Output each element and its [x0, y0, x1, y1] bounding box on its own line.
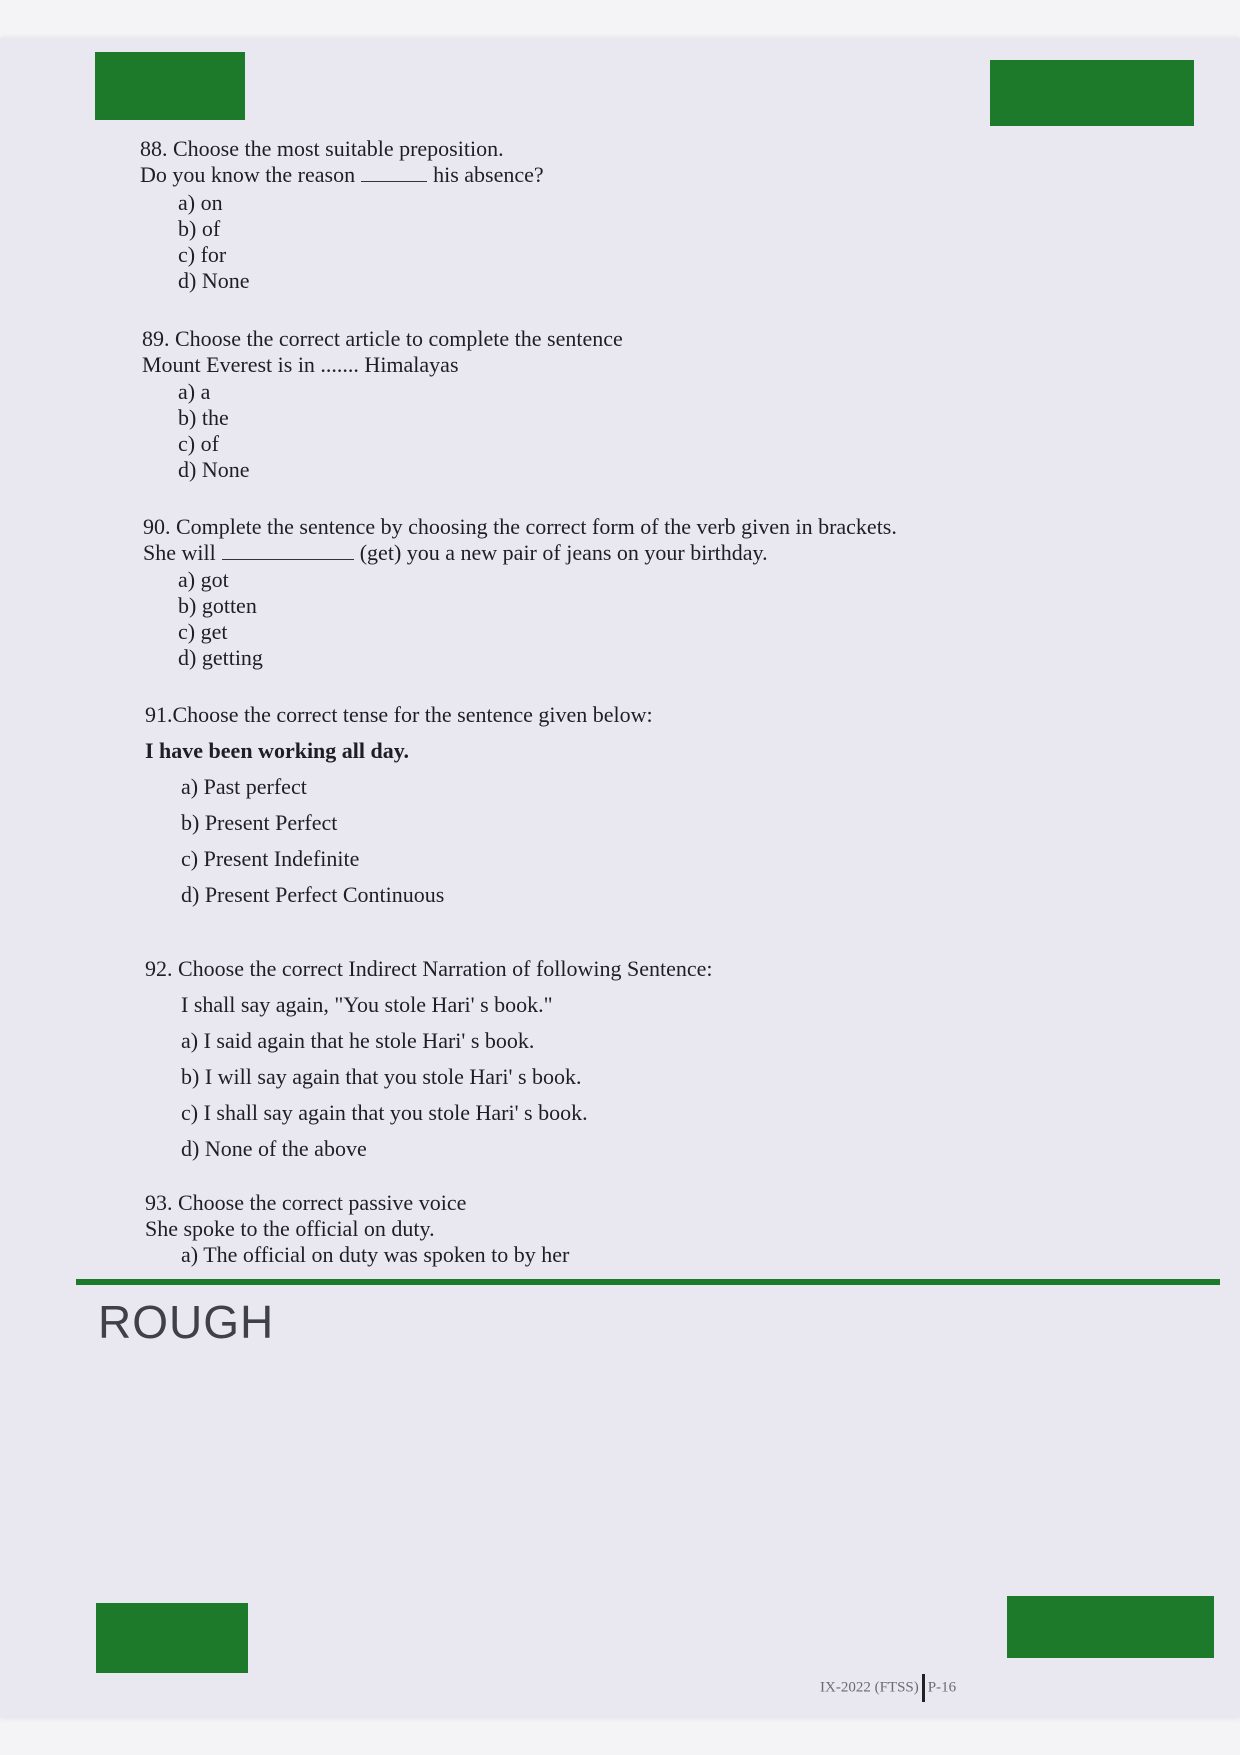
stem-part: his absence? — [433, 162, 544, 187]
option: a) I said again that he stole Hari' s book. — [181, 1028, 535, 1053]
option: c) Present Indefinite — [181, 846, 360, 871]
option: a) got — [178, 567, 229, 592]
option: c) I shall say again that you stole Hari' s book. — [181, 1100, 588, 1125]
stem-part: (get) you a new pair of jeans on your birthday. — [359, 540, 768, 565]
option: b) the — [178, 405, 229, 430]
answer-blank — [361, 180, 427, 182]
option: d) None — [178, 268, 250, 293]
question-stem — [140, 162, 544, 188]
option: b) of — [178, 216, 221, 241]
rough-label: ROUGH — [98, 1296, 275, 1348]
corner-marker-top-right — [990, 60, 1194, 126]
option: a) on — [178, 190, 223, 215]
option: d) None of the above — [181, 1136, 367, 1161]
question-title: 91.Choose the correct tense for the sentence given below: — [145, 702, 653, 727]
question-title: 89. Choose the correct article to complete the sentence — [142, 326, 623, 351]
question-stem: Mount Everest is in ....... Himalayas — [142, 352, 459, 377]
question-stem: I have been working all day. — [145, 738, 410, 763]
corner-marker-bottom-left — [96, 1603, 248, 1673]
corner-marker-top-left — [95, 52, 245, 120]
rough-divider — [76, 1279, 1220, 1285]
option: c) for — [178, 242, 227, 267]
page-number: P-16 — [927, 1679, 957, 1696]
option: b) Present Perfect — [181, 810, 338, 835]
option: a) The official on duty was spoken to by her — [181, 1242, 570, 1267]
option: d) getting — [178, 645, 263, 670]
option: d) None — [178, 457, 250, 482]
option: a) Past perfect — [181, 774, 307, 799]
question-title: 92. Choose the correct Indirect Narration of following Sentence: — [145, 956, 713, 981]
stem-part: She will — [143, 540, 216, 565]
option: a) a — [178, 379, 211, 404]
option: b) I will say again that you stole Hari' s book. — [181, 1064, 582, 1089]
option: b) gotten — [178, 593, 257, 618]
option: c) of — [178, 431, 219, 456]
option: d) Present Perfect Continuous — [181, 882, 445, 907]
exam-page — [0, 38, 1240, 1718]
question-title: 93. Choose the correct passive voice — [145, 1190, 467, 1215]
stem-part: Do you know the reason — [140, 162, 356, 187]
question-title: 90. Complete the sentence by choosing the correct form of the verb given in brackets. — [143, 514, 897, 539]
question-title: 88. Choose the most suitable preposition. — [140, 136, 504, 161]
option: c) get — [178, 619, 228, 644]
page-footer — [820, 1674, 956, 1702]
question-stem: She spoke to the official on duty. — [145, 1216, 435, 1241]
footer-divider — [922, 1674, 925, 1702]
corner-marker-bottom-right — [1007, 1596, 1214, 1658]
exam-code: IX-2022 (FTSS) — [820, 1679, 919, 1696]
question-stem: I shall say again, "You stole Hari' s book." — [181, 992, 553, 1017]
answer-blank — [222, 558, 354, 560]
question-stem — [143, 540, 768, 566]
